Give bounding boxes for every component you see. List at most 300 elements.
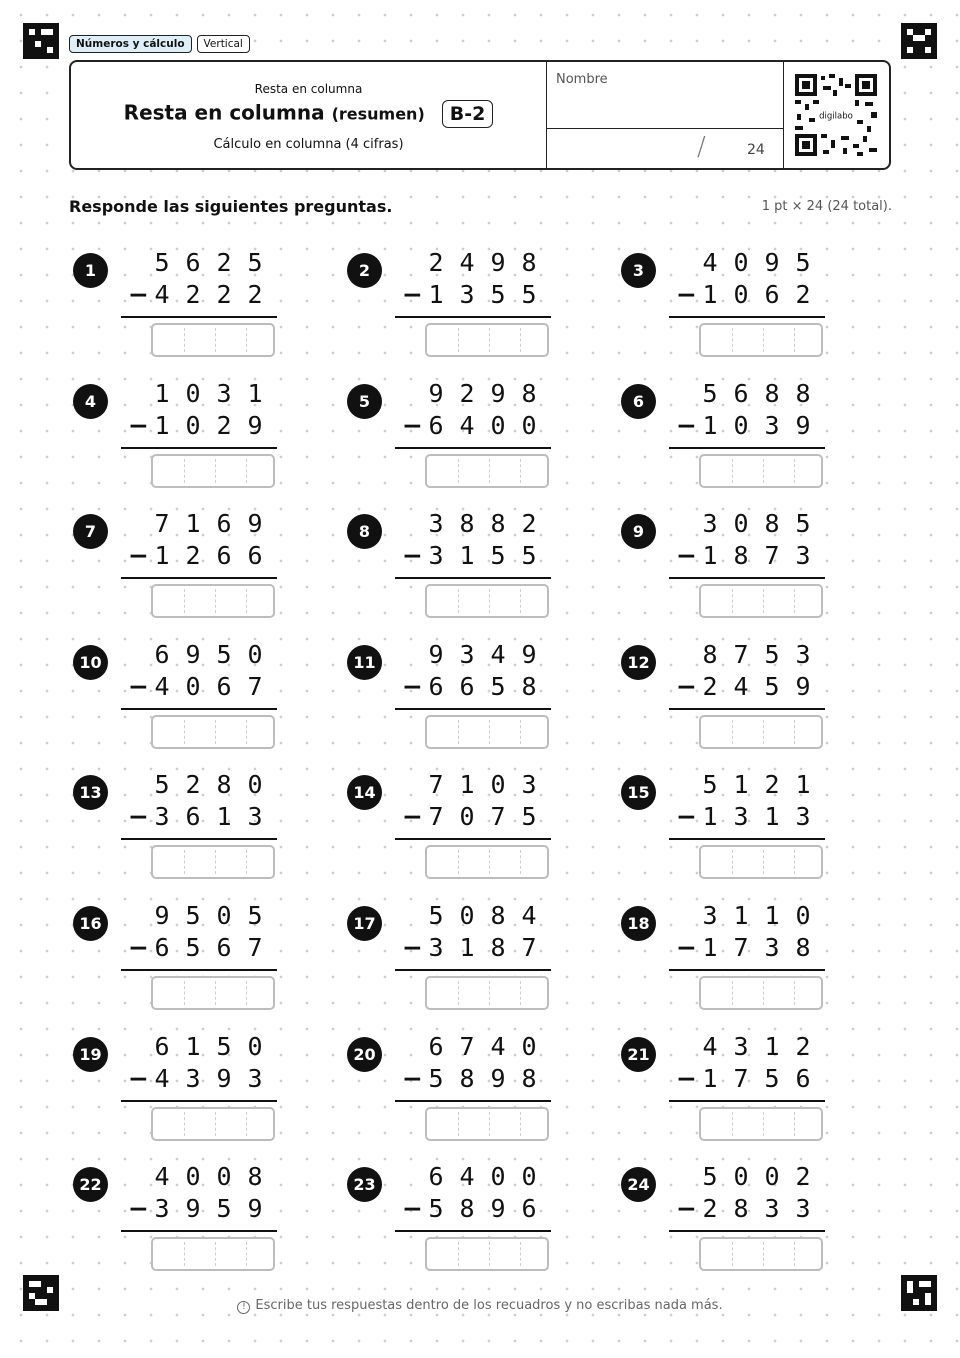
digit: 6: [154, 933, 170, 962]
minuend-row: [73, 901, 293, 931]
digit: 2: [216, 248, 232, 277]
instruction-text: Responde las siguientes preguntas.: [69, 197, 393, 216]
answer-box[interactable]: [699, 715, 823, 749]
digit: 2: [428, 248, 444, 277]
digit: 6: [216, 933, 232, 962]
corner-marker-top-left: [23, 23, 59, 59]
answer-box[interactable]: [425, 845, 549, 879]
minuend-row: [73, 509, 293, 539]
digit: 3: [764, 933, 780, 962]
sum-line: [121, 316, 277, 318]
subtrahend-row: [73, 933, 293, 963]
subtrahend-row: [347, 672, 567, 702]
digit: 3: [428, 541, 444, 571]
digit: 1: [185, 1031, 201, 1061]
minus-sign: −: [676, 280, 697, 309]
minuend-row: [621, 1032, 841, 1062]
problem-number: 23: [347, 1167, 382, 1202]
minuend-row: [621, 770, 841, 800]
answer-digit-divider: [794, 589, 795, 613]
answer-digit-divider: [732, 1112, 733, 1136]
subtrahend-row: [73, 541, 293, 571]
answer-digit-divider: [458, 850, 459, 874]
answer-digit-divider: [732, 328, 733, 352]
answer-digit-divider: [520, 589, 521, 613]
answer-box[interactable]: [425, 1107, 549, 1141]
answer-box[interactable]: [425, 454, 549, 488]
answer-box[interactable]: [425, 584, 549, 618]
digit: 2: [216, 410, 232, 440]
digit: 3: [154, 802, 170, 832]
minus-sign: −: [402, 410, 423, 440]
digit: 8: [521, 378, 537, 408]
name-label: Nombre: [556, 72, 608, 87]
digit: 5: [247, 901, 263, 930]
problem-number: 7: [73, 514, 108, 549]
digit: 0: [490, 1162, 506, 1192]
answer-digit-divider: [184, 1112, 185, 1136]
subtrahend-row: [73, 411, 293, 441]
digit: 1: [702, 541, 718, 571]
answer-digit-divider: [763, 850, 764, 874]
answer-digit-divider: [184, 328, 185, 352]
answer-digit-divider: [215, 459, 216, 483]
answer-box[interactable]: [425, 1237, 549, 1271]
answer-digit-divider: [520, 328, 521, 352]
digit: 0: [521, 410, 537, 440]
minus-sign: −: [402, 541, 423, 571]
sum-line: [395, 447, 551, 449]
minus-sign: −: [676, 671, 697, 701]
answer-digit-divider: [489, 1242, 490, 1266]
problem-21: [621, 1031, 861, 1157]
answer-box[interactable]: [699, 584, 823, 618]
problem-number: 17: [347, 906, 382, 941]
digit: 9: [490, 1194, 506, 1224]
subtrahend-row: [347, 411, 567, 441]
digit: 1: [216, 802, 232, 832]
score-slash: /: [697, 132, 706, 162]
digit: 5: [764, 639, 780, 669]
minus-sign: −: [128, 541, 149, 571]
digit: 0: [459, 901, 475, 930]
digit: 5: [490, 541, 506, 571]
minus-sign: −: [676, 1063, 697, 1093]
minus-sign: −: [676, 410, 697, 440]
digit: 2: [185, 770, 201, 800]
digit: 0: [521, 1162, 537, 1192]
digit: 9: [185, 639, 201, 669]
digit: 2: [185, 280, 201, 309]
sum-line: [121, 1100, 277, 1102]
digit: 3: [247, 802, 263, 832]
digit: 7: [733, 639, 749, 669]
digit: 2: [459, 378, 475, 408]
digit: 7: [490, 802, 506, 832]
answer-digit-divider: [732, 720, 733, 744]
minuend-row: [73, 248, 293, 278]
digit: 6: [521, 1194, 537, 1224]
problem-5: [347, 378, 587, 504]
answer-digit-divider: [794, 1112, 795, 1136]
digit: 3: [733, 1031, 749, 1061]
digit: 9: [247, 1194, 263, 1224]
answer-digit-divider: [763, 1112, 764, 1136]
answer-box[interactable]: [151, 845, 275, 879]
digit: 6: [764, 280, 780, 309]
digit: 2: [795, 1162, 811, 1192]
digit: 1: [702, 802, 718, 832]
answer-box[interactable]: [699, 845, 823, 879]
answer-digit-divider: [215, 981, 216, 1005]
problem-2: [347, 248, 587, 373]
digit: 0: [733, 280, 749, 309]
subtrahend-row: [347, 1064, 567, 1094]
digit: 0: [490, 410, 506, 440]
answer-digit-divider: [246, 589, 247, 613]
small-title: Resta en columna: [254, 82, 363, 96]
subtrahend-row: [347, 280, 567, 310]
minus-sign: −: [128, 410, 149, 440]
digit: 8: [216, 770, 232, 800]
subtrahend-row: [347, 541, 567, 571]
minuend-row: [621, 248, 841, 278]
digit: 4: [490, 1031, 506, 1061]
minuend-row: [347, 901, 567, 931]
qr-code-icon: [795, 74, 877, 156]
problem-7: [73, 509, 313, 634]
answer-digit-divider: [184, 981, 185, 1005]
sum-line: [669, 447, 825, 449]
digit: 3: [216, 378, 232, 408]
minus-sign: −: [676, 933, 697, 962]
digit: 7: [247, 671, 263, 701]
answer-box[interactable]: [425, 976, 549, 1010]
digit: 2: [216, 280, 232, 309]
worksheet-code: B-2: [442, 100, 494, 128]
problem-10: [73, 639, 313, 765]
digit: 4: [702, 248, 718, 277]
answer-digit-divider: [763, 720, 764, 744]
answer-box[interactable]: [151, 584, 275, 618]
problem-9: [621, 509, 861, 634]
subtrahend-row: [621, 1194, 841, 1224]
digit: 7: [154, 509, 170, 539]
digit: 0: [247, 770, 263, 800]
digit: 2: [185, 541, 201, 571]
answer-box[interactable]: [151, 323, 275, 357]
digit: 8: [247, 1162, 263, 1192]
digit: 1: [733, 770, 749, 800]
digit: 5: [428, 901, 444, 930]
answer-digit-divider: [520, 981, 521, 1005]
subtrahend-row: [621, 802, 841, 832]
digit: 0: [185, 1162, 201, 1192]
answer-digit-divider: [215, 850, 216, 874]
digit: 7: [733, 933, 749, 962]
digit: 8: [459, 1063, 475, 1093]
digit: 9: [795, 671, 811, 701]
digit: 0: [733, 410, 749, 440]
digit: 6: [428, 671, 444, 701]
sum-line: [395, 1230, 551, 1232]
minus-sign: −: [128, 933, 149, 962]
digit: 4: [154, 1162, 170, 1192]
digit: 4: [702, 1031, 718, 1061]
digit: 7: [764, 541, 780, 571]
answer-digit-divider: [458, 981, 459, 1005]
digit: 5: [428, 1194, 444, 1224]
digit: 4: [459, 248, 475, 277]
minus-sign: −: [402, 671, 423, 701]
digit: 6: [216, 671, 232, 701]
sum-line: [669, 969, 825, 971]
minus-sign: −: [402, 1063, 423, 1093]
digit: 3: [795, 1194, 811, 1224]
minuend-row: [73, 770, 293, 800]
digit: 3: [702, 901, 718, 930]
answer-digit-divider: [246, 1242, 247, 1266]
answer-digit-divider: [520, 1112, 521, 1136]
minuend-row: [347, 509, 567, 539]
problem-number: 12: [621, 645, 656, 680]
digit: 1: [459, 770, 475, 800]
digit: 0: [185, 378, 201, 408]
subtrahend-row: [347, 802, 567, 832]
answer-digit-divider: [794, 720, 795, 744]
subtrahend-row: [621, 411, 841, 441]
digit: 6: [428, 410, 444, 440]
digit: 1: [154, 541, 170, 571]
answer-digit-divider: [763, 1242, 764, 1266]
answer-digit-divider: [215, 328, 216, 352]
digit: 1: [247, 378, 263, 408]
problem-15: [621, 770, 861, 895]
digit: 7: [247, 933, 263, 962]
answer-box[interactable]: [699, 454, 823, 488]
digit: 6: [216, 509, 232, 539]
answer-box[interactable]: [151, 1237, 275, 1271]
answer-box[interactable]: [425, 715, 549, 749]
digit: 8: [795, 933, 811, 962]
points-text: 1 pt × 24 (24 total).: [761, 199, 892, 214]
problem-number: 2: [347, 253, 382, 288]
digit: 9: [490, 378, 506, 408]
problem-24: [621, 1162, 861, 1287]
digit: 3: [733, 802, 749, 832]
minus-sign: −: [402, 280, 423, 309]
answer-digit-divider: [458, 328, 459, 352]
problem-number: 16: [73, 906, 108, 941]
answer-digit-divider: [184, 720, 185, 744]
digit: 0: [185, 410, 201, 440]
subtitle: Cálculo en columna (4 cifras): [213, 137, 404, 152]
qr-label: digilabo: [819, 111, 853, 122]
tag-vertical: Vertical: [197, 35, 250, 53]
answer-box[interactable]: [425, 323, 549, 357]
minus-sign: −: [676, 541, 697, 571]
digit: 1: [702, 1063, 718, 1093]
minus-sign: −: [128, 280, 149, 309]
answer-digit-divider: [246, 328, 247, 352]
minuend-row: [621, 640, 841, 670]
subtrahend-row: [621, 280, 841, 310]
answer-digit-divider: [489, 981, 490, 1005]
answer-digit-divider: [732, 1242, 733, 1266]
digit: 6: [247, 541, 263, 571]
sum-line: [669, 1100, 825, 1102]
digit: 3: [459, 639, 475, 669]
sum-line: [121, 447, 277, 449]
digit: 9: [154, 901, 170, 930]
minus-sign: −: [402, 802, 423, 832]
worksheet-header: [69, 60, 891, 170]
digit: 6: [733, 378, 749, 408]
minuend-row: [621, 901, 841, 931]
digit: 0: [490, 770, 506, 800]
answer-box[interactable]: [151, 1107, 275, 1141]
digit: 6: [428, 1031, 444, 1061]
digit: 5: [702, 378, 718, 408]
answer-digit-divider: [246, 459, 247, 483]
digit: 8: [521, 248, 537, 277]
problem-number: 13: [73, 775, 108, 810]
digit: 0: [216, 1162, 232, 1192]
digit: 8: [733, 541, 749, 571]
minus-sign: −: [128, 802, 149, 832]
answer-box[interactable]: [699, 1107, 823, 1141]
answer-digit-divider: [458, 459, 459, 483]
digit: 3: [247, 1063, 263, 1093]
digit: 1: [702, 410, 718, 440]
problem-number: 14: [347, 775, 382, 810]
minus-sign: −: [402, 933, 423, 962]
digit: 1: [154, 410, 170, 440]
problem-16: [73, 901, 313, 1026]
digit: 7: [521, 933, 537, 962]
problem-3: [621, 248, 861, 373]
digit: 3: [795, 802, 811, 832]
answer-box[interactable]: [699, 1237, 823, 1271]
answer-digit-divider: [794, 850, 795, 874]
digit: 9: [428, 639, 444, 669]
problem-number: 3: [621, 253, 656, 288]
problem-number: 15: [621, 775, 656, 810]
sum-line: [669, 708, 825, 710]
problem-20: [347, 1031, 587, 1157]
digit: 5: [764, 671, 780, 701]
answer-digit-divider: [794, 328, 795, 352]
digit: 1: [764, 802, 780, 832]
digit: 3: [185, 1063, 201, 1093]
info-icon: !: [237, 1301, 250, 1314]
digit: 8: [521, 1063, 537, 1093]
digit: 9: [428, 378, 444, 408]
digit: 5: [185, 901, 201, 930]
corner-marker-top-right: [901, 23, 937, 59]
problem-17: [347, 901, 587, 1026]
minuend-row: [347, 379, 567, 409]
answer-box[interactable]: [151, 976, 275, 1010]
digit: 8: [490, 901, 506, 930]
problem-number: 20: [347, 1037, 382, 1072]
digit: 3: [795, 639, 811, 669]
subtrahend-row: [621, 541, 841, 571]
minus-sign: −: [128, 1194, 149, 1224]
answer-digit-divider: [794, 1242, 795, 1266]
digit: 8: [764, 509, 780, 539]
sum-line: [121, 969, 277, 971]
problem-number: 24: [621, 1167, 656, 1202]
digit: 1: [795, 770, 811, 800]
digit: 5: [521, 280, 537, 309]
digit: 4: [733, 671, 749, 701]
digit: 3: [764, 1194, 780, 1224]
digit: 4: [154, 1063, 170, 1093]
problem-number: 4: [73, 384, 108, 419]
answer-digit-divider: [458, 1242, 459, 1266]
subtrahend-row: [73, 280, 293, 310]
digit: 6: [459, 671, 475, 701]
problem-number: 11: [347, 645, 382, 680]
digit: 4: [490, 639, 506, 669]
digit: 5: [795, 248, 811, 277]
digit: 5: [216, 639, 232, 669]
digit: 5: [702, 1162, 718, 1192]
digit: 4: [521, 901, 537, 930]
digit: 5: [795, 509, 811, 539]
problem-number: 22: [73, 1167, 108, 1202]
answer-digit-divider: [184, 1242, 185, 1266]
digit: 3: [428, 933, 444, 962]
answer-digit-divider: [763, 328, 764, 352]
problem-23: [347, 1162, 587, 1287]
sum-line: [395, 1100, 551, 1102]
answer-digit-divider: [489, 459, 490, 483]
sum-line: [395, 708, 551, 710]
digit: 1: [154, 378, 170, 408]
digit: 2: [795, 1031, 811, 1061]
digit: 9: [795, 410, 811, 440]
digit: 5: [185, 933, 201, 962]
subtrahend-row: [73, 802, 293, 832]
digit: 1: [428, 280, 444, 309]
digit: 6: [185, 248, 201, 277]
answer-digit-divider: [732, 589, 733, 613]
digit: 8: [490, 933, 506, 962]
digit: 3: [702, 509, 718, 539]
title-block: [71, 62, 546, 168]
answer-box[interactable]: [699, 323, 823, 357]
subtrahend-row: [347, 1194, 567, 1224]
answer-digit-divider: [732, 850, 733, 874]
sum-line: [121, 577, 277, 579]
digit: 8: [490, 509, 506, 539]
answer-digit-divider: [489, 720, 490, 744]
answer-box[interactable]: [699, 976, 823, 1010]
answer-box[interactable]: [151, 715, 275, 749]
digit: 5: [490, 280, 506, 309]
answer-box[interactable]: [151, 454, 275, 488]
title-paren: (resumen): [331, 104, 425, 124]
problem-13: [73, 770, 313, 895]
problem-12: [621, 639, 861, 765]
digit: 0: [733, 248, 749, 277]
problem-22: [73, 1162, 313, 1287]
answer-digit-divider: [520, 720, 521, 744]
sum-line: [669, 1230, 825, 1232]
problem-number: 18: [621, 906, 656, 941]
